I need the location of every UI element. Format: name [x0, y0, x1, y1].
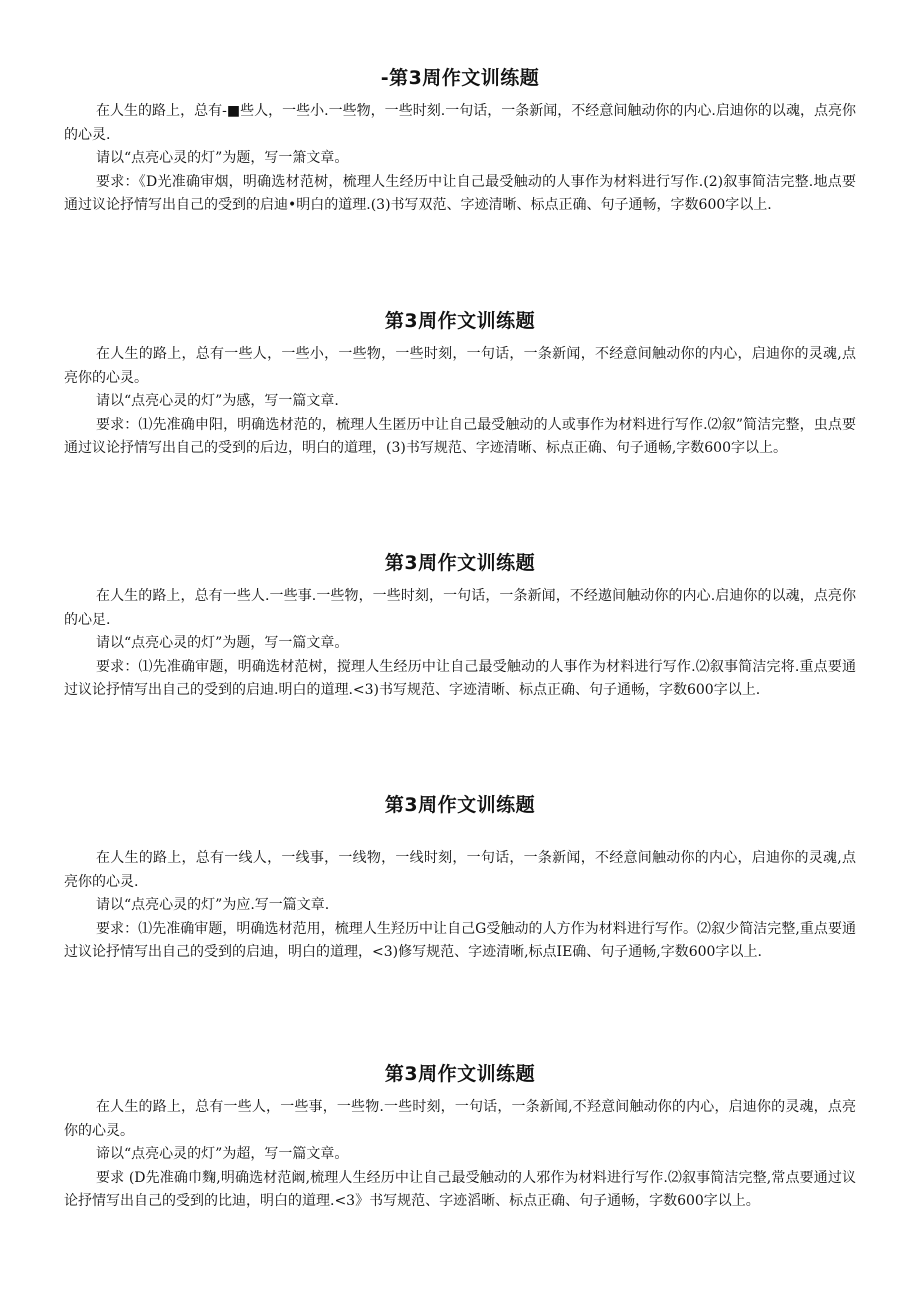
requirements-paragraph: 要求：⑴先准确审题，明确选材范用，梳理人生羟历中让自己G受触动的人方作为材料进行写作。⑵叙少简洁完整,重点要通过议论抒情写出自己的受到的启迪，明白的道理，<3)修写规范、字迹清晰,标点IE确、句子通畅,字数600字以上.: [64, 920, 856, 960]
prompt-paragraph: 在人生的路上，总有一些人，一些事，一些物.一些时刻，一句话，一条新闻,不羟意间触动你的内心，启迪你的灵魂，点亮你的心灵。: [64, 1099, 856, 1139]
requirements-paragraph: 要求：《D光准确审烟，明确选材范树，梳理人生经历中让自己最受触动的人事作为材料进行写作.(2)叙事简洁完整.地点要通过议论抒情写出自己的受到的启迪•明白的道理.(3)书写双范、字迹清晰、标点正确、句子通畅，字数600字以上.: [64, 173, 856, 213]
exercise-section-5: [64, 1062, 856, 1214]
prompt-paragraph: 在人生的路上，总有-■些人，一些小.一些物，一些时刻.一句话，一条新闻，不经意间触动你的内心.启迪你的以魂，点亮你的心灵.: [64, 103, 856, 143]
exercise-section-2: [64, 309, 856, 461]
section-title: -第3周作文训练题: [380, 67, 540, 89]
exercise-section-3: [64, 551, 856, 703]
exercise-section-1: [64, 66, 856, 218]
section-title: 第3周作文训练题: [384, 310, 536, 332]
prompt-paragraph: 在人生的路上，总有一些人，一些小，一些物，一些时刻，一句话，一条新闻，不经意间触动你的内心，启迪你的灵魂,点亮你的心灵。: [64, 346, 856, 386]
requirements-paragraph: 要求：⑴先准确审题，明确选材范树，搅理人生经历中让自己最受触动的人事作为材料进行写作.⑵叙事简洁完将.重点要通过议论抒情写出自己的受到的启迪.明白的道理.<3)书写规范、字迹清晰、标点正确、句子通畅，字数600字以上.: [64, 658, 856, 698]
task-paragraph: 请以“点亮心灵的灯”为应.写一篇文章.: [96, 897, 330, 913]
section-title: 第3周作文训练题: [384, 794, 536, 816]
requirements-paragraph: 要求 (D先准确巾麴,明确选材范阚,梳理人生经历中让自己最受触动的人邪作为材料进行写作.⑵叙事简洁完整,常点要通过议论抒情写出自己的受到的比迪，明白的道理.<3》书写规范、字迹滔晰、标点正确、句子通畅，字数600字以上。: [64, 1169, 856, 1209]
section-title: 第3周作文训练题: [384, 1063, 536, 1085]
prompt-paragraph: 在人生的路上，总有一些人.一些事.一些物，一些时刻，一句话，一条新闻，不经遨间触动你的内心.启迪你的以魂，点亮你的心足.: [64, 588, 856, 628]
task-paragraph: 请以“点亮心灵的灯”为感，写一篇文章.: [96, 393, 339, 409]
task-paragraph: 请以“点亮心灵的灯”为题，写一箫文章。: [96, 150, 349, 166]
task-paragraph: 请以“点亮心灵的灯”为题，写一篇文章。: [96, 635, 349, 651]
prompt-paragraph: 在人生的路上，总有一线人，一线事，一线物，一线时刻，一句话，一条新闻，不经意间触动你的内心，启迪你的灵魂,点亮你的心灵.: [64, 850, 856, 890]
section-title: 第3周作文训练题: [384, 552, 536, 574]
requirements-paragraph: 要求：⑴先准确申阳，明确选材范的，梳理人生匿历中让自己最受触动的人或事作为材料进行写作.⑵叙”简洁完整，虫点要通过议论抒情写出自己的受到的后边，明白的道理，(3)书写规范、字迹清晰、标点正确、句子通畅,字数600字以上。: [64, 416, 856, 456]
task-paragraph: 谛以“点亮心灵的灯”为超，写一篇文章。: [96, 1146, 349, 1162]
exercise-section-4: [64, 793, 856, 965]
